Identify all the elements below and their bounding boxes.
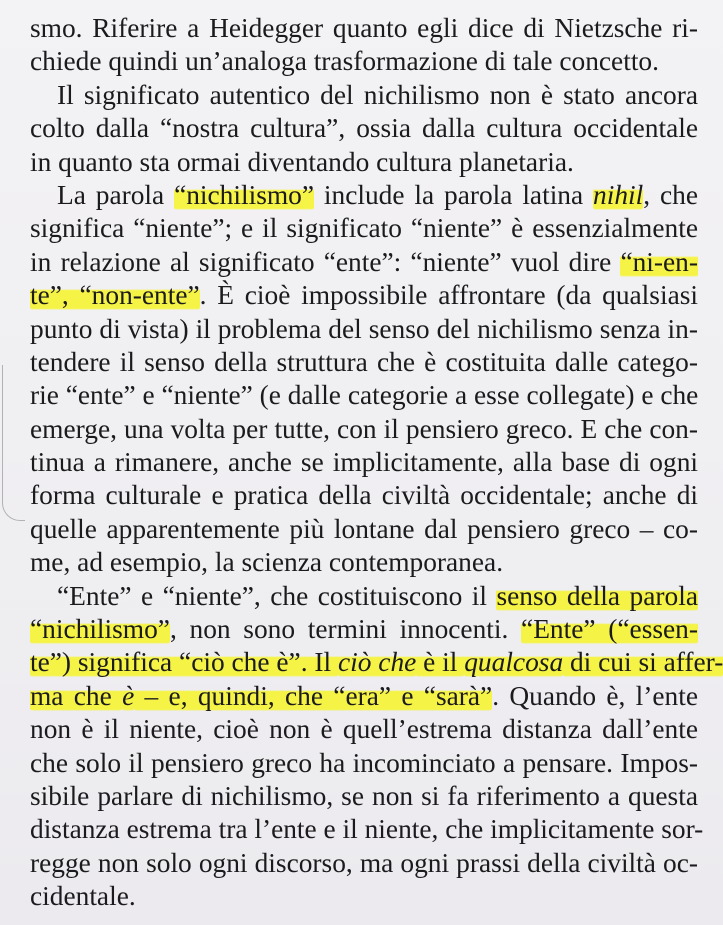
body-text: [30, 12, 723, 914]
text-line: [30, 646, 723, 679]
highlighted-text: te”) significa “ciò che è”. Il: [30, 647, 338, 678]
text-segment: regge non solo ogni discorso, ma ogni prassi della civiltà oc-: [30, 847, 698, 878]
text-line: [30, 413, 698, 446]
text-segment: tendere il senso della struttura che è costituita dalle catego-: [30, 346, 698, 377]
text-segment: colto dalla “nostra cultura”, ossia dalla cultura occidentale: [30, 113, 698, 144]
highlighted-text: “nichilismo”: [174, 179, 315, 210]
text-line: [30, 546, 698, 579]
text-segment: , non sono termini innocenti.: [169, 614, 522, 645]
text-segment: sibile parlare di nichilismo, se non si fa riferimento a questa: [30, 780, 698, 811]
text-line: [30, 246, 698, 279]
text-line: [30, 847, 698, 880]
text-line: [30, 613, 698, 646]
text-segment: chiede quindi un’analoga trasformazione di tale concetto.: [30, 46, 659, 77]
text-segment: non è il niente, cioè non è quell’estrema distanza dall’ente: [30, 714, 698, 745]
text-segment: smo. Riferire a Heidegger quanto egli dice di Nietzsche ri-: [30, 13, 698, 43]
text-line: [30, 346, 698, 379]
highlighted-text: “Ente” (“essen-: [521, 614, 698, 645]
text-line: [30, 880, 698, 913]
text-segment: che solo il pensiero greco ha incominciato a pensare. Impos-: [30, 747, 698, 778]
text-segment: . Quando è, l’ente: [492, 680, 699, 711]
text-segment: include la parola latina: [314, 179, 594, 210]
text-line: [30, 146, 698, 179]
text-line: [30, 379, 698, 412]
text-segment: tinua a rimanere, anche se implicitamente, alla base di ogni: [30, 447, 698, 478]
text-segment: , che: [643, 179, 698, 210]
highlighted-text: qualcosa: [464, 647, 564, 678]
text-segment: La parola: [57, 179, 175, 210]
highlighted-text: – e, quindi, che “era” e “sarà”: [134, 680, 493, 711]
text-line: [30, 479, 698, 512]
text-line: [30, 12, 698, 45]
highlighted-text: è: [122, 680, 135, 711]
text-segment: punto di vista) il problema del senso del nichilismo senza in-: [30, 313, 698, 344]
text-line: [30, 446, 698, 479]
text-segment: emerge, una volta per tutte, con il pensiero greco. E che con-: [30, 413, 698, 444]
text-segment: in quanto sta ormai diventando cultura planetaria.: [30, 146, 574, 177]
text-segment: . È cioè impossibile affrontare (da qualsiasi: [199, 280, 698, 311]
text-line: [30, 279, 698, 312]
text-line: [30, 680, 698, 713]
text-segment: rie “ente” e “niente” (e dalle categorie a esse collegate) e che: [30, 380, 699, 411]
text-segment: forma culturale e pratica della civiltà occidentale; anche di: [30, 480, 698, 511]
text-segment: significa “niente”; e il significato “niente” è essenzialmente: [30, 213, 698, 244]
highlighted-text: “nichilismo”: [30, 614, 170, 645]
pencil-margin-bracket: [2, 365, 25, 521]
text-segment: me, ad esempio, la scienza contemporanea.: [30, 547, 504, 578]
text-line: [30, 112, 698, 145]
text-segment: distanza estrema tra l’ente e il niente, che implicitamente sor-: [30, 814, 704, 845]
text-line: [30, 713, 698, 746]
text-line: [30, 813, 704, 846]
text-line: [30, 45, 698, 78]
highlighted-text: è il: [416, 647, 465, 678]
text-segment: “Ente” e “niente”, che costituiscono il: [57, 580, 497, 611]
text-line: [30, 79, 698, 112]
text-segment: cidentale.: [30, 881, 136, 912]
text-line: [30, 747, 698, 780]
text-line: [30, 212, 698, 245]
text-segment: Il significato autentico del nichilismo non è stato ancora: [57, 79, 698, 110]
text-line: [30, 179, 698, 212]
text-line: [30, 780, 698, 813]
highlighted-text: ciò che: [337, 647, 417, 678]
text-segment: in relazione al significato “ente”: “niente” vuol dire: [30, 246, 621, 277]
text-segment: quelle apparentemente più lontane dal pensiero greco – co-: [30, 513, 698, 544]
highlighted-text: di cui si affer-: [563, 647, 723, 678]
text-line: [30, 513, 698, 546]
text-line: [30, 313, 698, 346]
highlighted-text: senso della parola: [496, 580, 698, 611]
highlighted-text: ma che: [30, 680, 123, 711]
highlighted-text: “ni-en-: [620, 246, 698, 277]
highlighted-text: nihil: [593, 179, 644, 210]
text-line: [30, 580, 698, 613]
highlighted-text: te”, “non-ente”: [30, 280, 200, 311]
